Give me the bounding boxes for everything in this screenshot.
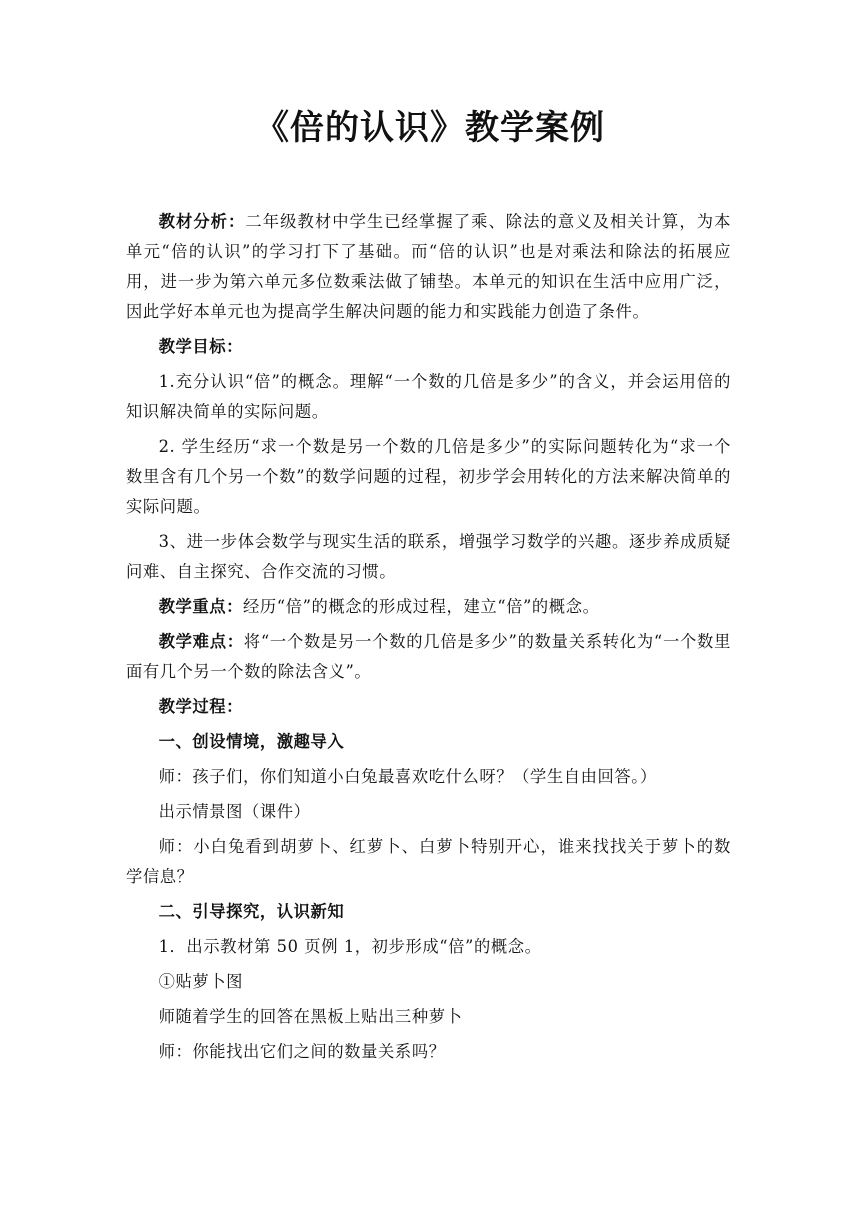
section-1-heading: 一、创设情境，激趣导入 (158, 732, 345, 751)
section-1-line: 出示情景图（课件） (158, 802, 311, 821)
objective-item-3: 3、进一步体会数学与现实生活的联系，增强学习数学的兴趣。逐步养成质疑问难、自主探究、合作交流的习惯。 (126, 532, 731, 581)
key-point-text: 经历“倍”的概念的形成过程，建立“倍”的概念。 (243, 597, 600, 616)
section-2-line: ①贴萝卜图 (158, 972, 244, 991)
page-title: 《倍的认识》教学案例 (255, 108, 605, 148)
analysis-paragraph (126, 207, 731, 327)
section-2-heading: 二、引导探究，认识新知 (158, 902, 345, 921)
objective-item-2: 2. 学生经历“求一个数是另一个数的几倍是多少”的实际问题转化为“求一个数里含有几个另一个数”的数学问题的过程，初步学会用转化的方法来解决简单的实际问题。 (126, 437, 731, 516)
difficulty-label: 教学难点： (158, 632, 244, 651)
section-1-line: 师：孩子们，你们知道小白兔最喜欢吃什么呀？（学生自由回答。） (158, 767, 657, 786)
section-1-line: 师：小白兔看到胡萝卜、红萝卜、白萝卜特别开心，谁来找找关于萝卜的数学信息？ (126, 837, 731, 886)
section-2-line: 师：你能找出它们之间的数量关系吗？ (158, 1042, 446, 1061)
objective-item-1: 1.充分认识“倍”的概念。理解“一个数的几倍是多少”的含义，并会运用倍的知识解决简单的实际问题。 (126, 372, 731, 421)
difficulty-paragraph (126, 627, 731, 687)
key-point-label: 教学重点： (158, 597, 244, 616)
section-2-line: 师随着学生的回答在黑板上贴出三种萝卜 (158, 1007, 463, 1026)
key-point-paragraph (126, 592, 731, 622)
section-2-line: 1．出示教材第 50 页例 1，初步形成“倍”的概念。 (158, 937, 542, 956)
difficulty-text: 将“一个数是另一个数的几倍是多少”的数量关系转化为“一个数里面有几个另一个数的除法含义”。 (126, 632, 731, 681)
analysis-label: 教材分析： (158, 212, 246, 231)
document-body (126, 207, 731, 1072)
process-heading: 教学过程： (158, 697, 244, 716)
analysis-text: 二年级教材中学生已经掌握了乘、除法的意义及相关计算，为本单元“倍的认识”的学习打下了基础。而“倍的认识”也是对乘法和除法的拓展应用，进一步为第六单元多位数乘法做了铺垫。本单元的知识在生活中应用广泛，因此学好本单元也为提高学生解决问题的能力和实践能力创造了条件。 (126, 212, 731, 321)
objectives-heading: 教学目标： (158, 337, 244, 356)
